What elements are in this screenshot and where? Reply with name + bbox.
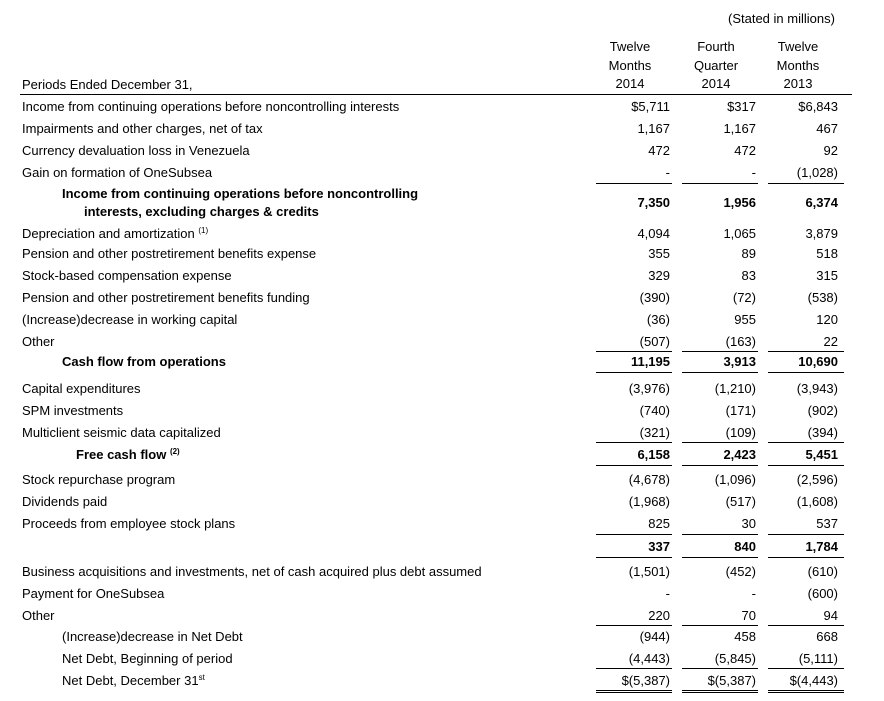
row-value-col2: (109) — [725, 425, 756, 440]
subtotal-rule — [768, 183, 844, 184]
col1-header-line2: Months — [608, 58, 652, 73]
total-rule — [596, 372, 672, 373]
row-value-col1: (507) — [639, 334, 670, 349]
total-rule — [596, 557, 672, 558]
row-value-col2: 30 — [741, 516, 756, 531]
row-label: Net Debt, Beginning of period — [62, 651, 233, 666]
row-value-col2: (1,096) — [714, 472, 756, 487]
row-label: Proceeds from employee stock plans — [22, 516, 236, 531]
subtotal-rule — [596, 183, 672, 184]
row-label: Other — [22, 334, 55, 349]
col3-header-line3: 2013 — [783, 76, 813, 91]
row-value-col2: 1,167 — [723, 121, 756, 136]
header-rule — [20, 94, 852, 95]
col1-header-line3: 2014 — [615, 76, 645, 91]
row-value-col3: (600) — [807, 586, 838, 601]
total-rule — [682, 465, 758, 466]
subtotal-rule — [682, 442, 758, 443]
row-label: SPM investments — [22, 403, 124, 418]
row-label: Pension and other postretirement benefits expense — [22, 246, 317, 261]
col3-header-line2: Months — [776, 58, 820, 73]
subtotal-rule — [682, 351, 758, 352]
row-value-col2: (163) — [725, 334, 756, 349]
row-value-col2: 83 — [741, 268, 756, 283]
row-value-col2: 840 — [734, 539, 756, 554]
subtotal-rule — [682, 534, 758, 535]
row-value-col3: $6,843 — [798, 99, 838, 114]
row-value-col1: 7,350 — [637, 195, 670, 210]
col2-header-line3: 2014 — [701, 76, 731, 91]
row-value-col2: - — [751, 586, 756, 601]
row-label: Stock-based compensation expense — [22, 268, 232, 283]
row-label: Impairments and other charges, net of tax — [22, 121, 263, 136]
row-value-col1: (390) — [639, 290, 670, 305]
row-label: Currency devaluation loss in Venezuela — [22, 143, 250, 158]
row-value-col3: (1,608) — [796, 494, 838, 509]
row-value-col2: (171) — [725, 403, 756, 418]
row-value-col1: 11,195 — [630, 354, 670, 369]
row-value-col3: (2,596) — [796, 472, 838, 487]
row-value-col1: 4,094 — [637, 226, 670, 241]
row-value-col1: 220 — [648, 608, 670, 623]
subtotal-rule — [768, 351, 844, 352]
total-rule — [682, 557, 758, 558]
row-value-col3: 22 — [823, 334, 838, 349]
row-value-col2: 1,956 — [723, 195, 756, 210]
col1-header-line1: Twelve — [609, 39, 651, 54]
row-value-col3: $(4,443) — [789, 673, 838, 688]
row-value-col2: (1,210) — [714, 381, 756, 396]
row-value-col1: - — [665, 165, 670, 180]
row-value-col1: $5,711 — [631, 99, 670, 114]
row-value-col2: 458 — [734, 629, 756, 644]
row-label: (Increase)decrease in Net Debt — [62, 629, 243, 644]
row-value-col2: 472 — [734, 143, 756, 158]
row-label: Income from continuing operations before noncontrolling interests — [22, 99, 400, 114]
row-value-col1: (1,968) — [628, 494, 670, 509]
double-rule — [768, 690, 844, 693]
row-value-col1: (36) — [646, 312, 670, 327]
row-value-col3: 668 — [816, 629, 838, 644]
total-rule — [596, 465, 672, 466]
row-value-col3: (3,943) — [796, 381, 838, 396]
row-value-col3: 518 — [816, 246, 838, 261]
row-value-col3: 10,690 — [798, 354, 838, 369]
row-value-col3: (394) — [807, 425, 838, 440]
row-label: Capital expenditures — [22, 381, 141, 396]
subtotal-rule — [682, 668, 758, 669]
row-value-col2: $(5,387) — [707, 673, 756, 688]
subtotal-rule — [596, 534, 672, 535]
row-value-col3: (1,028) — [796, 165, 838, 180]
row-label: Cash flow from operations — [62, 354, 226, 369]
total-rule — [768, 465, 844, 466]
row-label: Pension and other postretirement benefits funding — [22, 290, 310, 305]
row-value-col3: 94 — [823, 608, 838, 623]
row-value-col1: (3,976) — [628, 381, 670, 396]
row-label: Free cash flow $^{(2)}$ — [76, 447, 180, 462]
double-rule — [596, 690, 672, 693]
row-value-col2: 3,913 — [723, 354, 756, 369]
total-rule — [682, 372, 758, 373]
row-label: Gain on formation of OneSubsea — [22, 165, 213, 180]
row-value-col3: 3,879 — [805, 226, 838, 241]
row-value-col2: 1,065 — [723, 226, 756, 241]
row-value-col3: (5,111) — [798, 651, 838, 666]
row-value-col2: 2,423 — [723, 447, 756, 462]
col2-header-line2: Quarter — [693, 58, 739, 73]
row-value-col3: 5,451 — [805, 447, 838, 462]
subtotal-rule — [596, 668, 672, 669]
row-value-col2: (72) — [732, 290, 756, 305]
periods-label: Periods Ended December 31, — [22, 77, 193, 92]
double-rule — [682, 690, 758, 693]
row-value-col1: (944) — [639, 629, 670, 644]
subtotal-rule — [768, 442, 844, 443]
subtotal-rule — [682, 625, 758, 626]
row-value-col3: 92 — [823, 143, 838, 158]
row-value-col1: 329 — [648, 268, 670, 283]
row-value-col1: 472 — [648, 143, 670, 158]
row-value-col3: 120 — [816, 312, 838, 327]
row-label: Stock repurchase program — [22, 472, 176, 487]
total-rule — [768, 372, 844, 373]
row-value-col1: $(5,387) — [621, 673, 670, 688]
row-label: Dividends paid — [22, 494, 108, 509]
row-value-col3: 1,784 — [805, 539, 838, 554]
row-value-col1: - — [665, 586, 670, 601]
row-value-col2: 955 — [734, 312, 756, 327]
row-value-col1: 6,158 — [637, 447, 670, 462]
row-label: Payment for OneSubsea — [22, 586, 165, 601]
row-label: Other — [22, 608, 55, 623]
row-label: interests, excluding charges & credits — [84, 204, 319, 219]
subtotal-rule — [768, 625, 844, 626]
row-label: Income from continuing operations before noncontrolling — [62, 186, 419, 201]
row-label: Business acquisitions and investments, net of cash acquired plus debt assumed — [22, 564, 482, 579]
row-label: (Increase)decrease in working capital — [22, 312, 238, 327]
row-value-col3: (538) — [807, 290, 838, 305]
row-value-col1: 1,167 — [637, 121, 670, 136]
row-value-col3: (902) — [807, 403, 838, 418]
row-value-col2: 89 — [741, 246, 756, 261]
row-value-col2: (5,845) — [714, 651, 756, 666]
row-value-col1: 337 — [648, 539, 670, 554]
row-value-col3: 315 — [816, 268, 838, 283]
row-value-col2: 70 — [741, 608, 756, 623]
row-value-col3: 6,374 — [805, 195, 838, 210]
subtotal-rule — [596, 442, 672, 443]
row-value-col2: - — [751, 165, 756, 180]
row-label: Depreciation and amortization $^{(1)}$ — [22, 226, 209, 241]
stated-note: (Stated in millions) — [728, 11, 835, 26]
col3-header-line1: Twelve — [777, 39, 819, 54]
subtotal-rule — [596, 351, 672, 352]
row-value-col2: (517) — [725, 494, 756, 509]
col2-header-line1: Fourth — [697, 39, 735, 54]
row-value-col3: 467 — [816, 121, 838, 136]
subtotal-rule — [596, 625, 672, 626]
row-value-col3: (610) — [807, 564, 838, 579]
row-value-col1: 355 — [648, 246, 670, 261]
row-label: Multiclient seismic data capitalized — [22, 425, 221, 440]
row-value-col1: (321) — [639, 425, 670, 440]
row-value-col3: 537 — [816, 516, 838, 531]
subtotal-rule — [768, 668, 844, 669]
row-value-col1: 825 — [648, 516, 670, 531]
row-value-col1: (740) — [639, 403, 670, 418]
row-value-col2: (452) — [725, 564, 756, 579]
row-label: Net Debt, December 31st — [62, 673, 205, 688]
subtotal-rule — [768, 534, 844, 535]
row-value-col1: (1,501) — [628, 564, 670, 579]
row-value-col2: $317 — [727, 99, 756, 114]
subtotal-rule — [682, 183, 758, 184]
row-value-col1: (4,678) — [628, 472, 670, 487]
total-rule — [768, 557, 844, 558]
row-value-col1: (4,443) — [628, 651, 670, 666]
